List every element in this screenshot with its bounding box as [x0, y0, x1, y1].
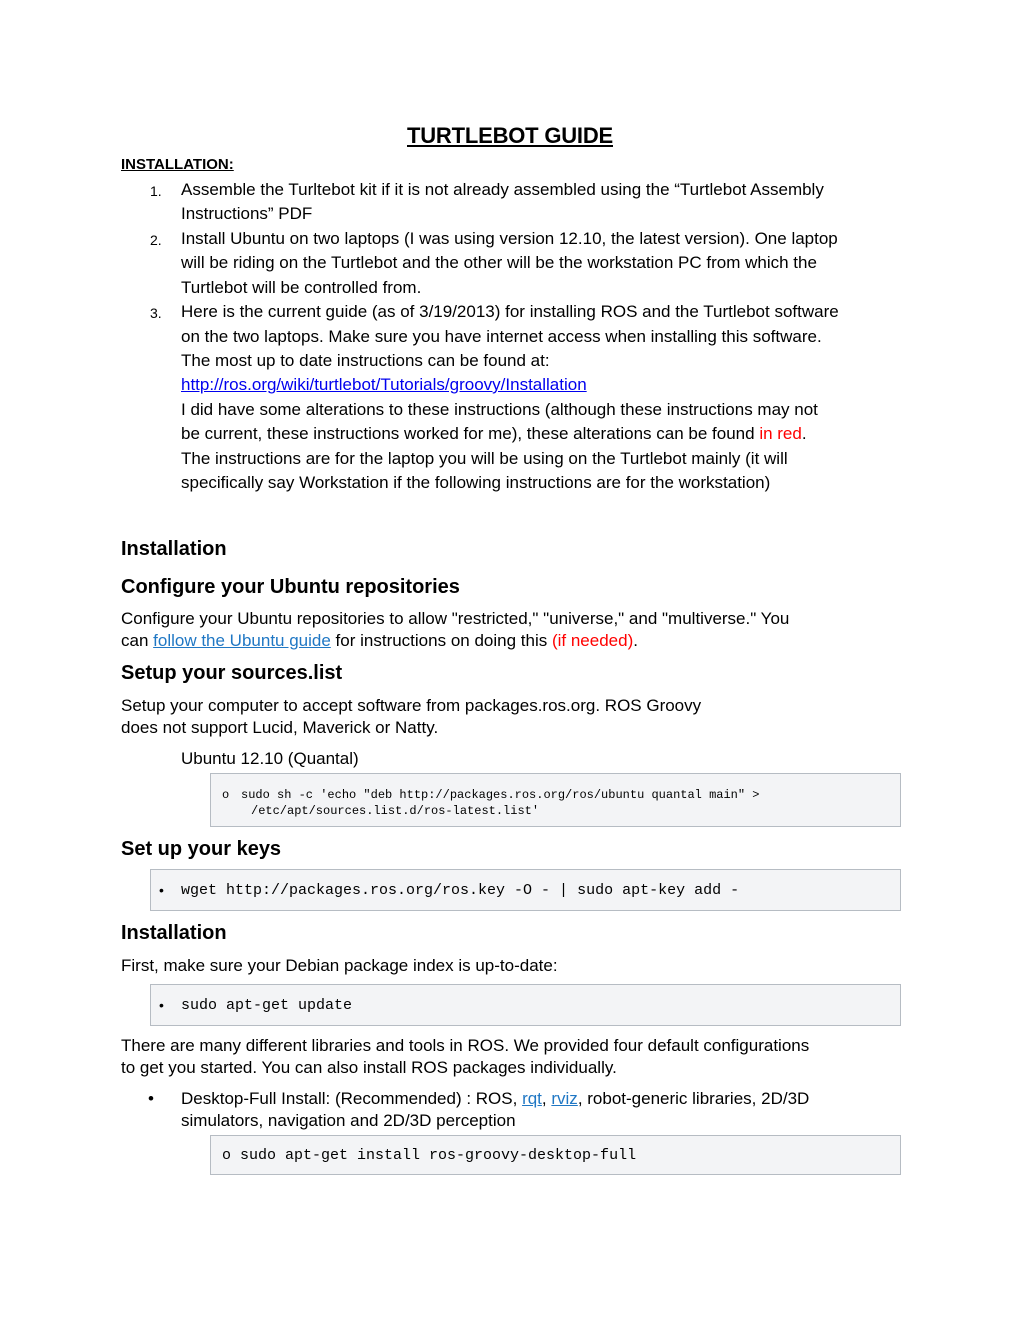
ros-install-link[interactable]: http://ros.org/wiki/turtlebot/Tutorials/groovy/Installation: [181, 375, 587, 394]
update-bullet: •: [159, 997, 164, 1013]
desktop-full-code-block[interactable]: [210, 1135, 901, 1175]
if-needed-text: (if needed): [551, 631, 634, 650]
desktop-full-bullet: •: [148, 1089, 154, 1108]
configure-line-2-start: can: [121, 631, 154, 650]
installation-2-heading: Installation: [121, 922, 227, 944]
step-3-line-5: I did have some alterations to these instructions (although these instructions may not: [181, 400, 818, 419]
desktop-full-code: o sudo apt-get install ros-groovy-desktop-full: [222, 1147, 637, 1164]
desktop-full-text: Desktop-Full Install: (Recommended) : ROS,: [181, 1089, 523, 1108]
sources-code-marker: o: [222, 788, 230, 802]
step-3-line-6-text: be current, these instructions worked for me), these alterations can be found: [181, 424, 760, 443]
sources-code-line-1: sudo sh -c 'echo "deb http://packages.ros.org/ros/ubuntu quantal main" >: [241, 788, 760, 802]
desktop-full-text-end: , robot-generic libraries, 2D/3D: [577, 1089, 810, 1108]
step-2-line-1: Install Ubuntu on two laptops (I was using version 12.10, the latest version). One laptop: [181, 229, 838, 248]
configurations-line-1: There are many different libraries and tools in ROS. We provided four default configurations: [121, 1036, 810, 1055]
configure-line-2-end: .: [633, 631, 638, 650]
desktop-full-line-1: [181, 1088, 809, 1111]
step-1-number: 1.: [150, 183, 162, 199]
update-code: sudo apt-get update: [181, 997, 353, 1014]
step-3-line-6: [181, 422, 807, 447]
installation-heading: Installation: [121, 538, 227, 560]
step-3-line-1: Here is the current guide (as of 3/19/2013) for installing ROS and the Turtlebot software: [181, 302, 839, 321]
sources-heading: Setup your sources.list: [121, 662, 343, 684]
step-3-line-2: on the two laptops. Make sure you have internet access when installing this software.: [181, 327, 822, 346]
rqt-link[interactable]: rqt: [522, 1089, 542, 1108]
step-3-line-7: The instructions are for the laptop you will be using on the Turtlebot mainly (it will: [181, 449, 788, 468]
configure-heading: Configure your Ubuntu repositories: [121, 576, 460, 598]
sources-line-2: does not support Lucid, Maverick or Natty.: [121, 718, 439, 737]
ubuntu-guide-link[interactable]: follow the Ubuntu guide: [153, 631, 331, 650]
step-2-line-3: Turtlebot will be controlled from.: [181, 278, 422, 297]
sources-code-block[interactable]: [210, 773, 901, 827]
step-3-line-6-end: .: [801, 424, 807, 443]
in-red-text: in red: [759, 424, 802, 443]
keys-bullet: •: [159, 882, 164, 898]
installation-subheading: INSTALLATION:: [121, 156, 234, 173]
step-1-line-2: Instructions” PDF: [181, 204, 313, 223]
keys-code-block[interactable]: [150, 869, 901, 911]
step-3-line-3: The most up to date instructions can be found at:: [181, 351, 550, 370]
step-3-line-8: specifically say Workstation if the following instructions are for the workstation): [181, 473, 771, 492]
desktop-full-line-2: simulators, navigation and 2D/3D perception: [181, 1111, 516, 1130]
desktop-full-separator: ,: [541, 1089, 552, 1108]
step-2-number: 2.: [150, 232, 162, 248]
step-3-number: 3.: [150, 305, 162, 321]
sources-line-1: Setup your computer to accept software from packages.ros.org. ROS Groovy: [121, 696, 702, 715]
step-2-line-2: will be riding on the Turtlebot and the other will be the workstation PC from which the: [181, 253, 817, 272]
page-title: TURTLEBOT GUIDE: [407, 123, 613, 148]
ubuntu-version-label: Ubuntu 12.10 (Quantal): [181, 749, 359, 768]
configure-line-2: [121, 630, 638, 653]
configurations-line-2: to get you started. You can also install ROS packages individually.: [121, 1058, 617, 1077]
step-1-line-1: Assemble the Turltebot kit if it is not already assembled using the “Turtlebot Assembly: [181, 180, 824, 199]
step-3-link-line: [181, 373, 587, 398]
rviz-link[interactable]: rviz: [551, 1089, 578, 1108]
configure-line-1: Configure your Ubuntu repositories to allow "restricted," "universe," and "multiverse." You: [121, 609, 790, 628]
sources-code-line-2: /etc/apt/sources.list.d/ros-latest.list': [251, 804, 540, 818]
installation-intro: First, make sure your Debian package index is up-to-date:: [121, 956, 558, 975]
update-code-block[interactable]: [150, 984, 901, 1026]
keys-code: wget http://packages.ros.org/ros.key -O - | sudo apt-key add -: [181, 882, 740, 899]
configure-line-2-mid: for instructions on doing this: [330, 631, 552, 650]
keys-heading: Set up your keys: [121, 838, 282, 860]
